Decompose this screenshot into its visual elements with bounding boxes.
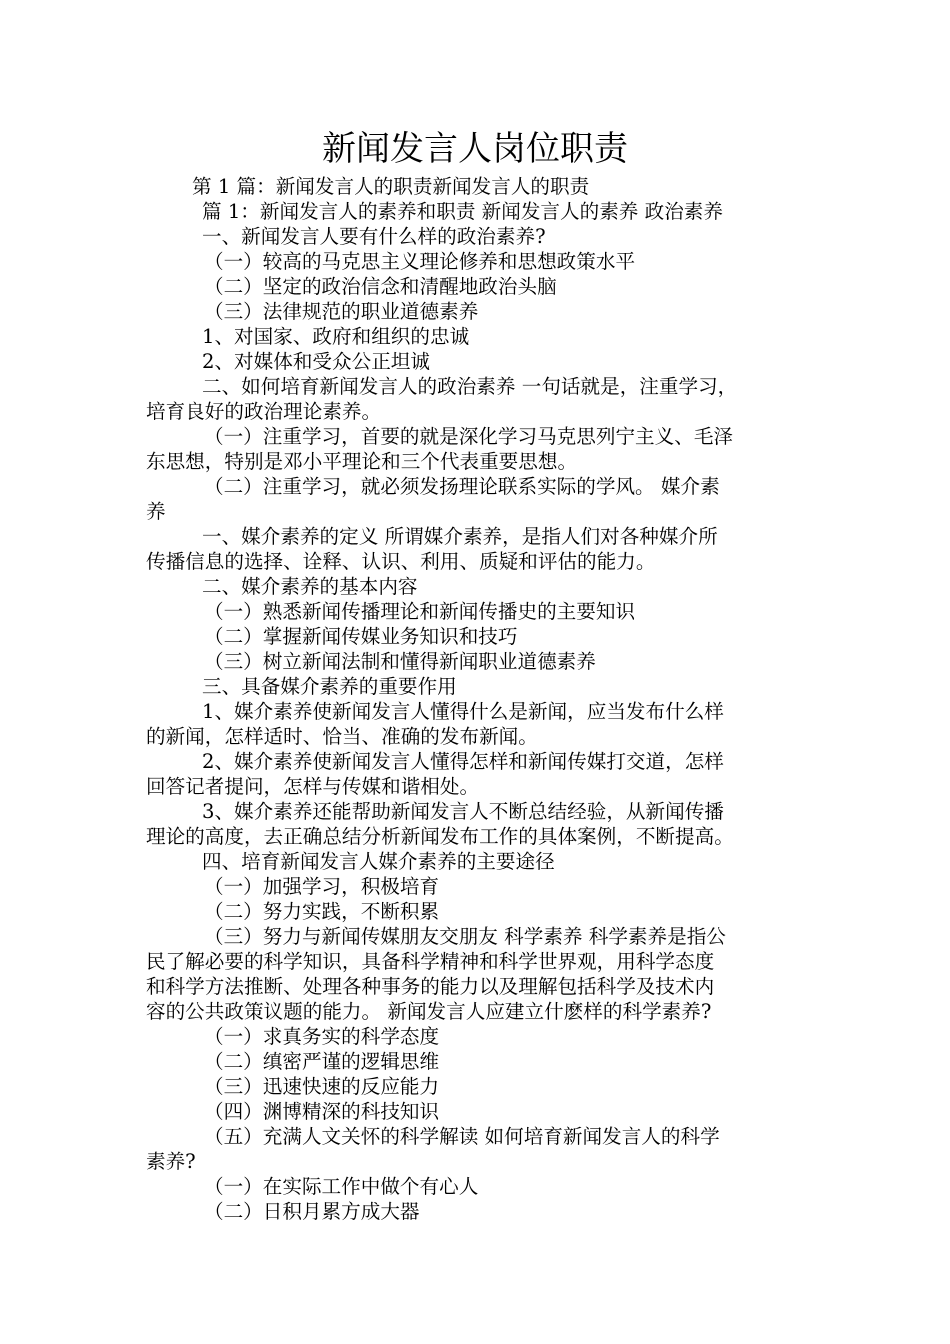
text-line: （一）较高的马克思主义理论修养和思想政策水平 [204, 250, 636, 273]
text-line: 2、媒介素养使新闻发言人懂得怎样和新闻传媒打交道，怎样 [202, 750, 724, 773]
text-line: 1、媒介素养使新闻发言人懂得什么是新闻，应当发布什么样 [202, 700, 724, 723]
text-line: 的新闻，怎样适时、恰当、准确的发布新闻。 [146, 725, 538, 748]
text-line: （三）法律规范的职业道德素养 [204, 300, 479, 323]
text-line: 二、如何培育新闻发言人的政治素养 一句话就是，注重学习， [202, 375, 738, 398]
text-line: 和科学方法推断、处理各种事务的能力以及理解包括科学及技术内 [146, 975, 715, 998]
text-line: 二、媒介素养的基本内容 [202, 575, 418, 598]
text-line: （二）日积月累方成大器 [204, 1200, 420, 1223]
text-line: （三）努力与新闻传媒朋友交朋友 科学素养 科学素养是指公 [204, 925, 726, 948]
text-line: 四、培育新闻发言人媒介素养的主要途径 [202, 850, 555, 873]
document-body [146, 174, 836, 1224]
text-line: 养 [146, 500, 166, 523]
text-line: （三）迅速快速的反应能力 [204, 1075, 440, 1098]
text-line: （二）掌握新闻传媒业务知识和技巧 [204, 625, 518, 648]
text-line: 第 1 篇：新闻发言人的职责新闻发言人的职责 [192, 175, 590, 198]
text-line: （三）树立新闻法制和懂得新闻职业道德素养 [204, 650, 596, 673]
text-line: （五）充满人文关怀的科学解读 如何培育新闻发言人的科学 [204, 1125, 720, 1148]
text-line: （一）熟悉新闻传播理论和新闻传播史的主要知识 [204, 600, 636, 623]
text-line: 篇 1：新闻发言人的素养和职责 新闻发言人的素养 政治素养 [202, 200, 723, 223]
text-line: 2、对媒体和受众公正坦诚 [202, 350, 430, 373]
text-line: （一）求真务实的科学态度 [204, 1025, 440, 1048]
text-line: 东思想，特别是邓小平理论和三个代表重要思想。 [146, 450, 578, 473]
text-line: 民了解必要的科学知识，具备科学精神和科学世界观，用科学态度 [146, 950, 715, 973]
text-line: 一、媒介素养的定义 所谓媒介素养，是指人们对各种媒介所 [202, 525, 718, 548]
text-line: 三、具备媒介素养的重要作用 [202, 675, 457, 698]
text-line: 1、对国家、政府和组织的忠诚 [202, 325, 470, 348]
text-line: （二）注重学习，就必须发扬理论联系实际的学风。 媒介素 [204, 475, 720, 498]
text-line: 容的公共政策议题的能力。 新闻发言人应建立什麽样的科学素养? [146, 1000, 712, 1023]
text-line: （一）加强学习，积极培育 [204, 875, 440, 898]
text-line: （二）努力实践，不断积累 [204, 900, 440, 923]
text-line: 一、新闻发言人要有什么样的政治素养? [202, 225, 546, 248]
text-line: 理论的高度，去正确总结分析新闻发布工作的具体案例，不断提高。 [146, 825, 734, 848]
text-line: （二）坚定的政治信念和清醒地政治头脑 [204, 275, 557, 298]
text-line: 培育良好的政治理论素养。 [146, 400, 382, 423]
text-line: （二）缜密严谨的逻辑思维 [204, 1050, 440, 1073]
text-line: （一）注重学习，首要的就是深化学习马克思列宁主义、毛泽 [204, 425, 734, 448]
text-line: 回答记者提问，怎样与传媒和谐相处。 [146, 775, 480, 798]
text-line: （一）在实际工作中做个有心人 [204, 1175, 479, 1198]
text-line: （四）渊博精深的科技知识 [204, 1100, 440, 1123]
text-line: 传播信息的选择、诠释、认识、利用、质疑和评估的能力。 [146, 550, 656, 573]
text-line: 3、媒介素养还能帮助新闻发言人不断总结经验，从新闻传播 [202, 800, 724, 823]
document-title: 新闻发言人岗位职责 [322, 129, 628, 169]
text-line: 素养? [146, 1150, 196, 1173]
